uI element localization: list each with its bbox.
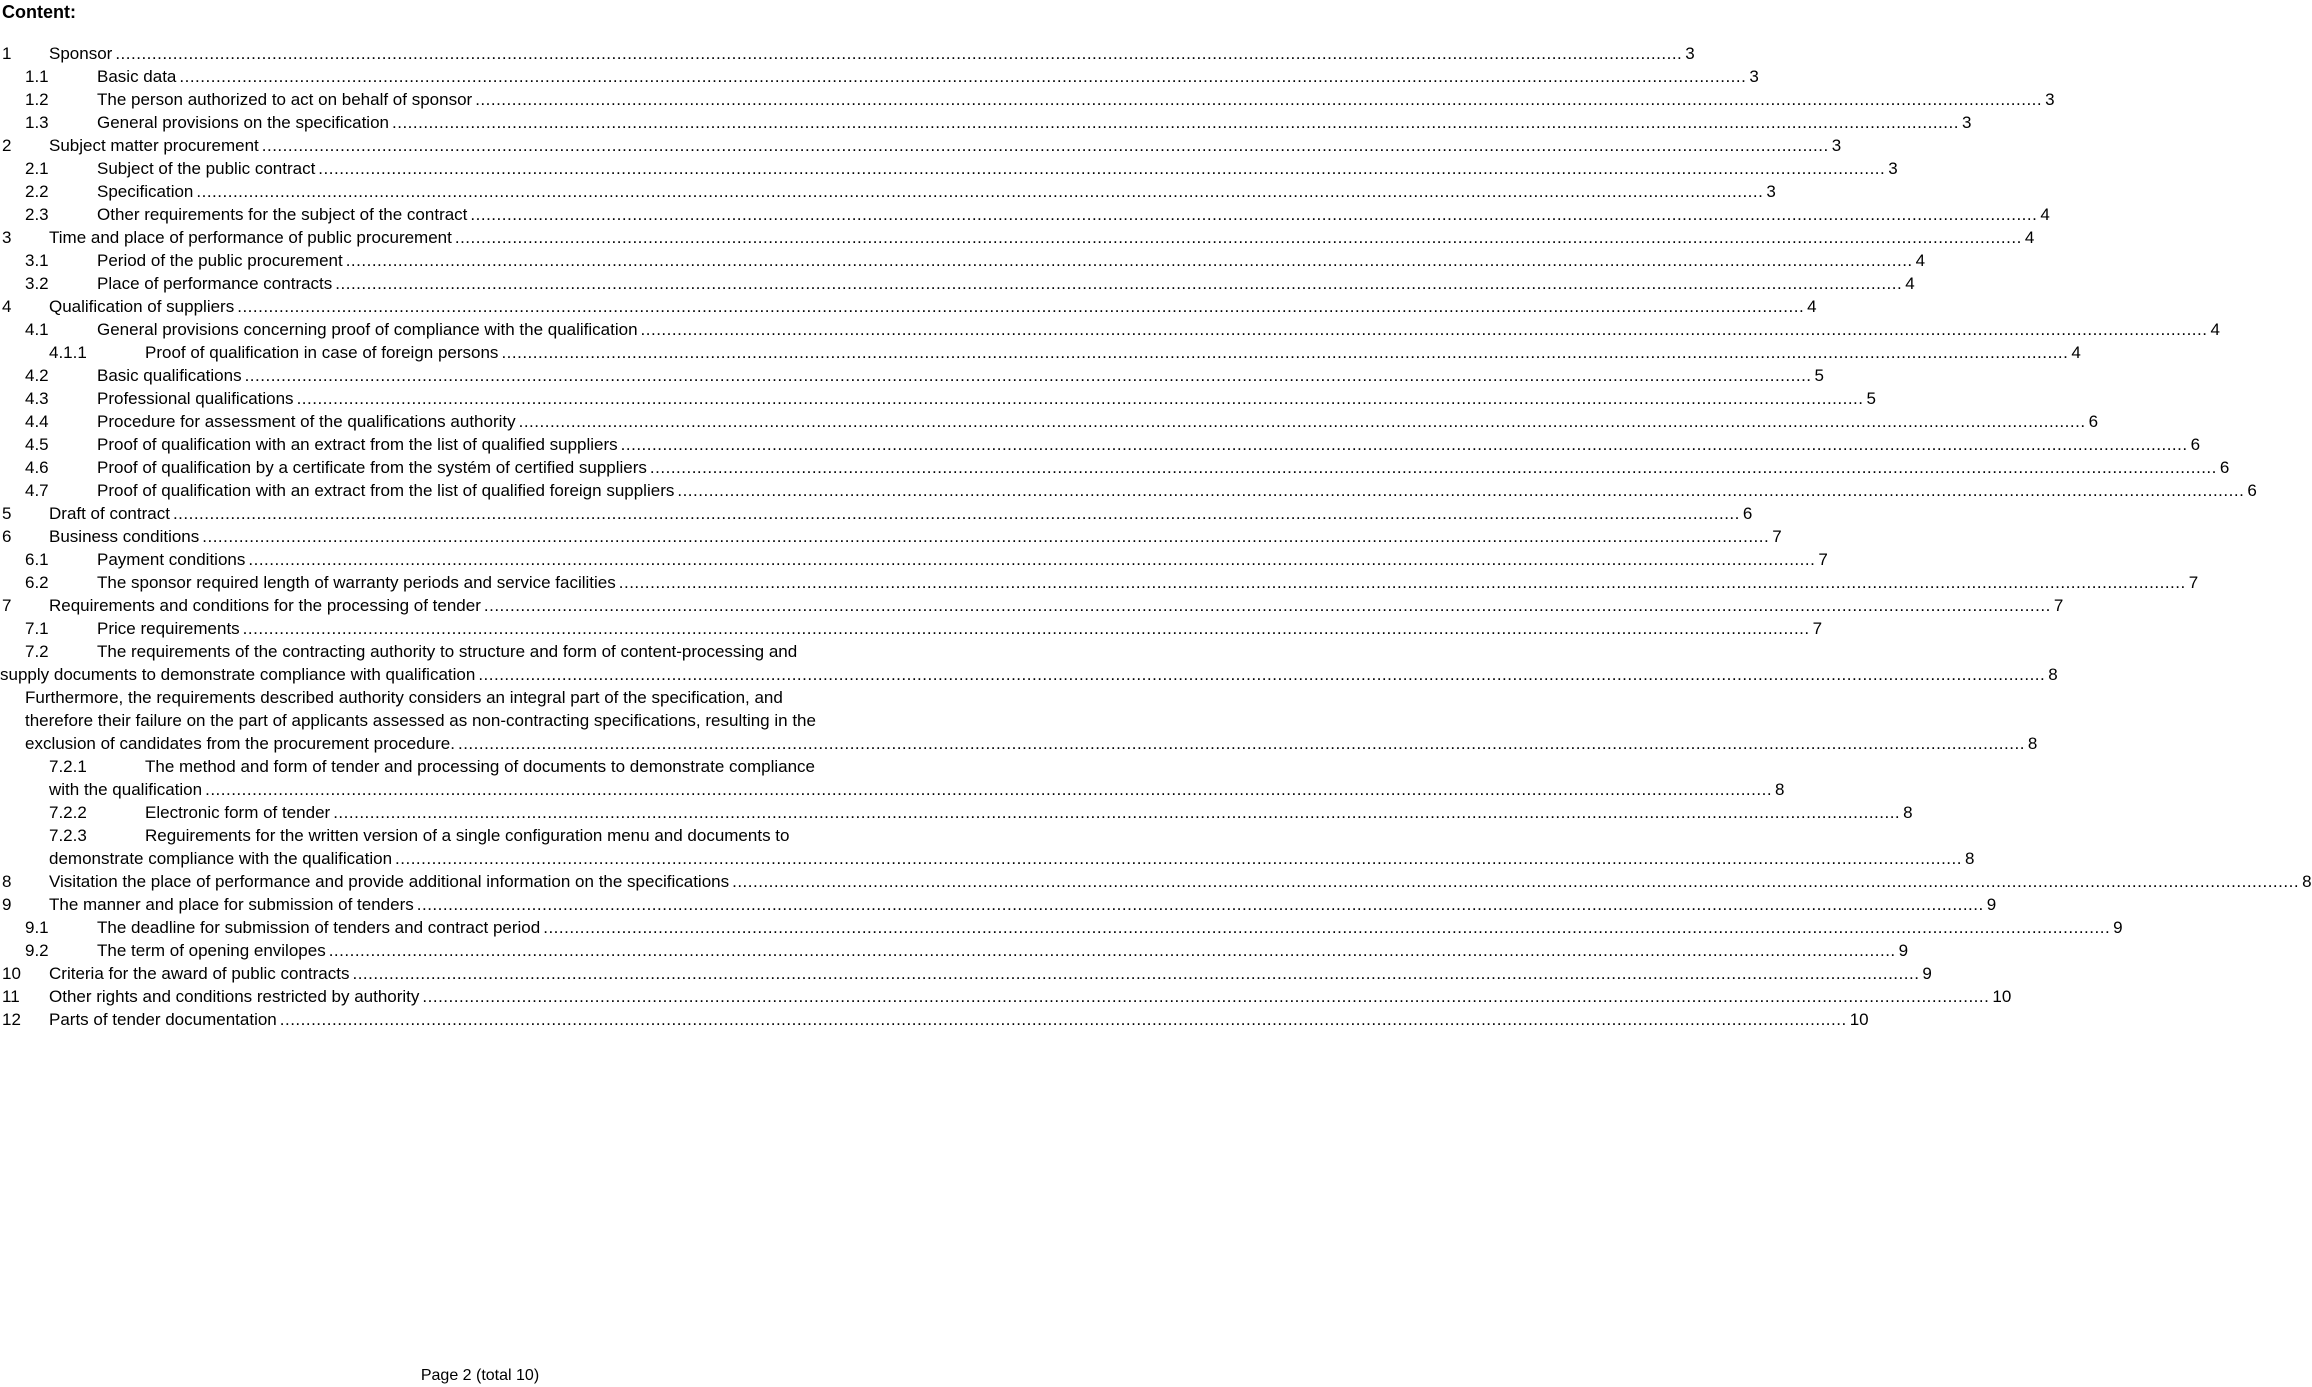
toc-entry-title: demonstrate compliance with the qualification bbox=[49, 849, 393, 868]
toc-entry-number: 4 bbox=[2, 297, 12, 316]
dot-leader bbox=[346, 249, 1913, 272]
toc-entry-title: Subject of the public contract bbox=[97, 159, 316, 178]
toc-entry-title: Time and place of performance of public procurement bbox=[49, 228, 452, 247]
dot-leader bbox=[392, 111, 1959, 134]
dot-leader bbox=[455, 226, 2022, 249]
toc-entry-page: 9 bbox=[2113, 918, 2123, 937]
toc-entry-title: The person authorized to act on behalf of sponsor bbox=[97, 90, 473, 109]
toc-entry-number: 9 bbox=[2, 895, 12, 914]
toc-entry-page: 3 bbox=[1961, 113, 1972, 132]
toc-entry-page: 8 bbox=[1903, 803, 1913, 822]
toc-entry[interactable] bbox=[0, 755, 1785, 801]
toc-entry-number: 7.2.1 bbox=[49, 757, 87, 776]
dot-leader bbox=[262, 134, 1829, 157]
dot-leader bbox=[732, 870, 2299, 893]
dot-leader bbox=[519, 410, 2086, 433]
toc-entry-title: The requirements of the contracting authority to structure and form of content-processing and bbox=[97, 642, 798, 661]
toc-entry-number: 2.3 bbox=[25, 205, 49, 224]
toc-entry[interactable] bbox=[0, 824, 1975, 870]
toc-entry-page: 4 bbox=[1915, 251, 1926, 270]
toc-entry-page: 6 bbox=[1742, 504, 1753, 523]
toc-entry-title: Other rights and conditions restricted by authority bbox=[49, 987, 420, 1006]
dot-leader bbox=[677, 479, 2244, 502]
toc-entry-page: 9 bbox=[1922, 964, 1932, 983]
toc-entry-title: Proof of qualification in case of foreign persons bbox=[145, 343, 499, 362]
dot-leader bbox=[333, 801, 1900, 824]
toc-entry-page: 3 bbox=[2045, 90, 2055, 109]
toc-entry[interactable] bbox=[0, 88, 2055, 111]
toc-entry-title: Reguirements for the written version of a single configuration menu and documents to bbox=[145, 826, 790, 845]
toc-entry[interactable] bbox=[0, 226, 2035, 249]
toc-entry-number: 10 bbox=[2, 964, 21, 983]
toc-entry-number: 12 bbox=[2, 1010, 21, 1029]
toc-entry-number: 2.2 bbox=[25, 182, 49, 201]
toc-entry[interactable] bbox=[0, 157, 1898, 180]
dot-leader bbox=[243, 617, 1810, 640]
toc-entry-number: 11 bbox=[2, 987, 20, 1006]
toc-entry-title: Draft of contract bbox=[49, 504, 170, 523]
toc-entry-title: Business conditions bbox=[49, 527, 200, 546]
toc-entry[interactable] bbox=[0, 111, 1972, 134]
toc-entry-title: Proof of qualification by a certificate from the systém of certified suppliers bbox=[97, 458, 647, 477]
dot-leader bbox=[484, 594, 2051, 617]
dot-leader bbox=[173, 502, 1740, 525]
toc-entry-title: Qualification of suppliers bbox=[49, 297, 235, 316]
toc-entry-number: 1.3 bbox=[25, 113, 49, 132]
toc-entry-title: Visitation the place of performance and provide additional information on the specifications bbox=[49, 872, 730, 891]
toc-entry[interactable] bbox=[0, 617, 1823, 640]
toc-entry[interactable] bbox=[0, 686, 2038, 755]
toc-entry-number: 9.2 bbox=[25, 941, 49, 960]
toc-entry-page: 3 bbox=[1831, 136, 1842, 155]
toc-entry[interactable] bbox=[0, 801, 1913, 824]
dot-leader bbox=[619, 571, 2186, 594]
toc-entry[interactable] bbox=[0, 502, 1753, 525]
toc-entry-number: 6 bbox=[2, 527, 12, 546]
toc-entry[interactable] bbox=[0, 571, 2199, 594]
dot-leader bbox=[202, 525, 1769, 548]
toc-entry[interactable] bbox=[0, 640, 2058, 686]
dot-leader bbox=[478, 663, 2045, 686]
toc-entry-page: 4 bbox=[1905, 274, 1915, 293]
toc-entry-title: Requirements and conditions for the processing of tender bbox=[49, 596, 481, 615]
toc-entry-title: General provisions concerning proof of compliance with the qualification bbox=[97, 320, 638, 339]
toc-entry-title: Basic qualifications bbox=[97, 366, 242, 385]
toc-entry-title: Electronic form of tender bbox=[145, 803, 331, 822]
toc-entry-number: 4.5 bbox=[25, 435, 49, 454]
toc-entry[interactable] bbox=[0, 916, 2123, 939]
dot-leader bbox=[417, 893, 1984, 916]
toc-entry-page: 6 bbox=[2219, 458, 2230, 477]
toc-entry-text-line: Furthermore, the requirements described authority considers an integral part of the specification, and bbox=[25, 688, 783, 707]
toc-entry[interactable] bbox=[0, 870, 2312, 893]
toc-entry-page: 9 bbox=[1986, 895, 1997, 914]
toc-entry[interactable] bbox=[0, 318, 2220, 341]
toc-entry-page: 8 bbox=[1775, 780, 1785, 799]
toc-entry[interactable] bbox=[0, 985, 2012, 1008]
toc-entry-title: Parts of tender documentation bbox=[49, 1010, 277, 1029]
toc-entry-number: 4.3 bbox=[25, 389, 49, 408]
toc-entry-page: 7 bbox=[1772, 527, 1782, 546]
toc-entry-page: 4 bbox=[2024, 228, 2035, 247]
toc-entry[interactable] bbox=[0, 893, 1997, 916]
toc-entry-number: 3.1 bbox=[25, 251, 49, 270]
toc-entry-page: 8 bbox=[2302, 872, 2312, 891]
toc-entry-page: 6 bbox=[2247, 481, 2257, 500]
toc-entry-number: 7.2 bbox=[25, 642, 49, 661]
toc-entry-page: 7 bbox=[2053, 596, 2064, 615]
toc-entry-number: 4.6 bbox=[25, 458, 49, 477]
toc-entry-number: 6.2 bbox=[25, 573, 49, 592]
toc-entry[interactable] bbox=[0, 65, 1759, 88]
dot-leader bbox=[205, 778, 1772, 801]
toc-entry-page: 9 bbox=[1898, 941, 1909, 960]
toc-entry-page: 10 bbox=[1992, 987, 2012, 1006]
toc-entry-page: 6 bbox=[2190, 435, 2201, 454]
toc-entry-title: Subject matter procurement bbox=[49, 136, 259, 155]
toc-entry-number: 7.1 bbox=[25, 619, 49, 638]
toc-entry-page: 8 bbox=[1964, 849, 1975, 868]
toc-entry-number: 4.1 bbox=[25, 320, 49, 339]
dot-leader bbox=[329, 939, 1896, 962]
toc-entry-title: with the qualification bbox=[49, 780, 203, 799]
toc-entry-title: The manner and place for submission of tenders bbox=[49, 895, 414, 914]
toc-entry-page: 7 bbox=[1818, 550, 1828, 569]
toc-entry-title: General provisions on the specification bbox=[97, 113, 389, 132]
toc-entry[interactable] bbox=[0, 295, 1817, 318]
toc-entry-page: 4 bbox=[2071, 343, 2081, 362]
toc-heading: Content: bbox=[2, 2, 76, 22]
toc-entry-title: Professional qualifications bbox=[97, 389, 294, 408]
dot-leader bbox=[245, 364, 1812, 387]
toc-entry[interactable] bbox=[0, 42, 1695, 65]
toc-entry-number: 2.1 bbox=[25, 159, 49, 178]
dot-leader bbox=[458, 732, 2025, 755]
toc-entry-number: 2 bbox=[2, 136, 12, 155]
toc-entry[interactable] bbox=[0, 433, 2201, 456]
toc-entry-page: 3 bbox=[1888, 159, 1898, 178]
toc-entry-page: 8 bbox=[2048, 665, 2058, 684]
toc-entry[interactable] bbox=[0, 525, 1782, 548]
toc-entry-title: Period of the public procurement bbox=[97, 251, 343, 270]
dot-leader bbox=[650, 456, 2217, 479]
toc-entry[interactable] bbox=[0, 180, 1776, 203]
dot-leader bbox=[318, 157, 1885, 180]
toc-entry[interactable] bbox=[0, 594, 2064, 617]
toc-entry-number: 7.2.3 bbox=[49, 826, 87, 845]
toc-entry-page: 10 bbox=[1849, 1010, 1869, 1029]
dot-leader bbox=[179, 65, 1746, 88]
dot-leader bbox=[280, 1008, 1847, 1031]
table-of-contents bbox=[0, 42, 2312, 1031]
toc-entry[interactable] bbox=[0, 548, 1828, 571]
dot-leader bbox=[422, 985, 1989, 1008]
dot-leader bbox=[352, 962, 1919, 985]
toc-entry[interactable] bbox=[0, 479, 2257, 502]
toc-entry-page: 3 bbox=[1766, 182, 1776, 201]
toc-entry[interactable] bbox=[0, 272, 1915, 295]
toc-entry-title: Basic data bbox=[97, 67, 177, 86]
toc-entry-number: 7.2.2 bbox=[49, 803, 87, 822]
toc-entry-page: 4 bbox=[1807, 297, 1817, 316]
toc-entry-page: 7 bbox=[2188, 573, 2199, 592]
toc-entry-number: 4.1.1 bbox=[49, 343, 87, 362]
toc-entry[interactable] bbox=[0, 364, 1824, 387]
toc-entry[interactable] bbox=[0, 203, 2050, 226]
dot-leader bbox=[470, 203, 2037, 226]
toc-entry[interactable] bbox=[0, 962, 1932, 985]
toc-entry[interactable] bbox=[0, 939, 1909, 962]
toc-entry-title: The method and form of tender and processing of documents to demonstrate compliance bbox=[145, 757, 815, 776]
dot-leader bbox=[621, 433, 2188, 456]
toc-entry-number: 4.4 bbox=[25, 412, 49, 431]
toc-entry-title: Specification bbox=[97, 182, 194, 201]
toc-entry-number: 1 bbox=[2, 44, 12, 63]
toc-entry-page: 3 bbox=[1685, 44, 1695, 63]
page-footer: Page 2 (total 10) bbox=[420, 1367, 540, 1384]
toc-entry-page: 6 bbox=[2088, 412, 2099, 431]
toc-entry-title: Other requirements for the subject of the contract bbox=[97, 205, 468, 224]
toc-entry-page: 5 bbox=[1814, 366, 1824, 385]
toc-entry-text-line: therefore their failure on the part of applicants assessed as non-contracting specifications, resulting in the bbox=[25, 711, 816, 730]
dot-leader bbox=[395, 847, 1962, 870]
toc-entry-title: supply documents to demonstrate compliance with qualification bbox=[0, 665, 476, 684]
toc-entry-title: Proof of qualification with an extract from the list of qualified suppliers bbox=[97, 435, 618, 454]
toc-entry-page: 8 bbox=[2027, 734, 2038, 753]
toc-entry[interactable] bbox=[0, 134, 1842, 157]
toc-entry[interactable] bbox=[0, 1008, 1869, 1031]
toc-entry-page: 7 bbox=[1812, 619, 1823, 638]
toc-entry-title: exclusion of candidates from the procurement procedure. bbox=[25, 734, 455, 753]
toc-entry-number: 1.1 bbox=[25, 67, 49, 86]
toc-entry-title: Criteria for the award of public contracts bbox=[49, 964, 350, 983]
toc-entry[interactable] bbox=[0, 341, 2081, 364]
toc-entry-number: 4.7 bbox=[25, 481, 49, 500]
toc-entry-title: Proof of qualification with an extract from the list of qualified foreign suppliers bbox=[97, 481, 675, 500]
toc-entry-title: Procedure for assessment of the qualifications authority bbox=[97, 412, 516, 431]
dot-leader bbox=[475, 88, 2042, 111]
toc-entry-number: 6.1 bbox=[25, 550, 49, 569]
toc-entry-title: Price requirements bbox=[97, 619, 240, 638]
dot-leader bbox=[248, 548, 1815, 571]
toc-entry[interactable] bbox=[0, 456, 2230, 479]
toc-entry-number: 8 bbox=[2, 872, 12, 891]
toc-entry-title: The deadline for submission of tenders and contract period bbox=[97, 918, 541, 937]
dot-leader bbox=[543, 916, 2110, 939]
toc-entry-title: Place of performance contracts bbox=[97, 274, 333, 293]
dot-leader bbox=[641, 318, 2208, 341]
toc-entry-number: 1.2 bbox=[25, 90, 49, 109]
dot-leader bbox=[501, 341, 2068, 364]
toc-entry[interactable] bbox=[0, 249, 1926, 272]
toc-entry-page: 5 bbox=[1866, 389, 1876, 408]
toc-entry-title: The sponsor required length of warranty periods and service facilities bbox=[97, 573, 616, 592]
toc-entry-title: The term of opening envilopes bbox=[97, 941, 326, 960]
dot-leader bbox=[297, 387, 1864, 410]
toc-entry-number: 9.1 bbox=[25, 918, 49, 937]
toc-entry-page: 3 bbox=[1749, 67, 1759, 86]
toc-entry[interactable] bbox=[0, 387, 1876, 410]
toc-entry-page: 4 bbox=[2040, 205, 2050, 224]
toc-entry-number: 7 bbox=[2, 596, 12, 615]
toc-entry-title: Payment conditions bbox=[97, 550, 246, 569]
dot-leader bbox=[196, 180, 1763, 203]
toc-entry-number: 3.2 bbox=[25, 274, 49, 293]
toc-entry[interactable] bbox=[0, 410, 2099, 433]
toc-entry-number: 5 bbox=[2, 504, 12, 523]
toc-entry-title: Sponsor bbox=[49, 44, 113, 63]
dot-leader bbox=[237, 295, 1804, 318]
toc-entry-number: 3 bbox=[2, 228, 12, 247]
dot-leader bbox=[115, 42, 1682, 65]
toc-entry-number: 4.2 bbox=[25, 366, 49, 385]
dot-leader bbox=[335, 272, 1902, 295]
toc-entry-page: 4 bbox=[2210, 320, 2220, 339]
